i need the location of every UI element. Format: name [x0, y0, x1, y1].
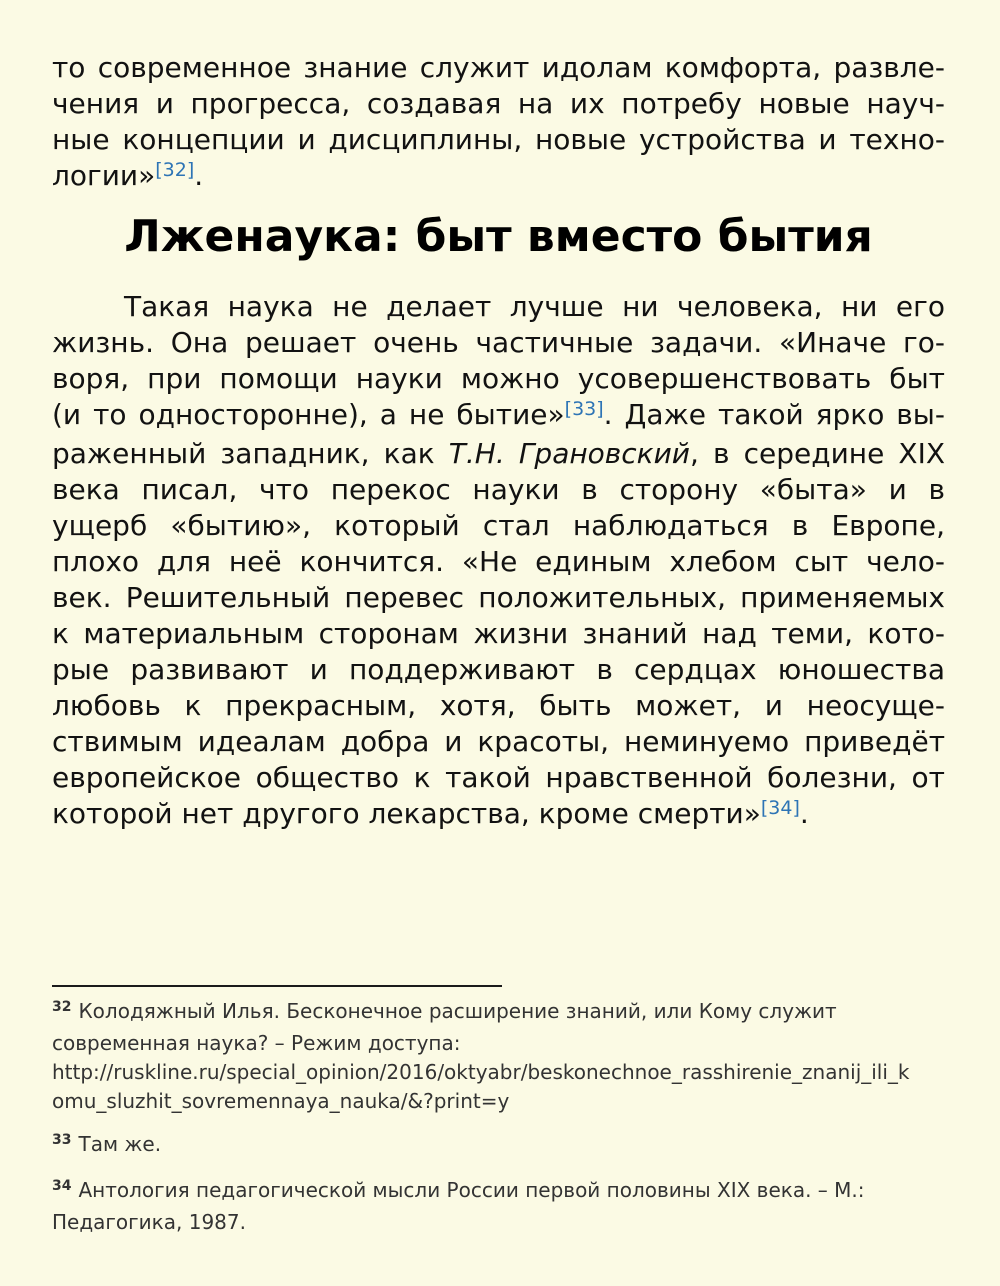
text-line — [52, 688, 945, 724]
footnote-number: 32 — [52, 999, 72, 1015]
footnote-number: 33 — [52, 1132, 72, 1148]
text-segment: жизнь. Она решает очень частичные задачи. «Иначе го- — [52, 326, 945, 359]
footnote-list — [52, 997, 945, 1237]
footnote-line — [52, 997, 945, 1029]
text-line — [52, 361, 945, 397]
text-segment: ные концепции и дисциплины, новые устройства и техно- — [52, 123, 945, 156]
text-line — [52, 158, 945, 197]
text-segment: то современное знание служит идолам комфорта, развле- — [52, 51, 945, 84]
paragraph-main — [52, 289, 945, 835]
footnote-line — [52, 1130, 945, 1162]
footnote-text: http://ruskline.ru/special_opinion/2016/oktyabr/beskonechnoe_rasshirenie_znanij_ili_k — [52, 1060, 910, 1084]
chapter-title: Лженаука: быт вместо бытия — [124, 211, 873, 262]
footnote-number: 34 — [52, 1178, 72, 1194]
text-segment: ствимым идеалам добра и красоты, неминуемо приведёт — [52, 725, 945, 758]
text-line — [52, 580, 945, 616]
footnote-32 — [52, 997, 945, 1116]
footnote-text: Педагогика, 1987. — [52, 1210, 246, 1234]
text-segment: . Даже такой ярко вы- — [603, 398, 945, 431]
footnote-ref-link[interactable]: [33] — [564, 398, 604, 420]
text-line — [52, 397, 945, 436]
text-line — [52, 86, 945, 122]
footnote-text: современная наука? – Режим доступа: — [52, 1031, 461, 1055]
text-line — [52, 325, 945, 361]
text-segment: воря, при помощи науки можно усовершенствовать быт — [52, 362, 945, 395]
footnote-text: Там же. — [78, 1132, 162, 1156]
text-segment: , в середине XIX — [690, 437, 946, 470]
text-segment: века писал, что перекос науки в сторону «быта» и в — [52, 473, 945, 506]
footnotes-section — [52, 985, 945, 1237]
footnote-line — [52, 1029, 945, 1058]
text-segment: европейское общество к такой нравственной болезни, от — [52, 761, 945, 794]
footnote-line — [52, 1176, 945, 1208]
footnote-33 — [52, 1130, 945, 1162]
paragraph-continuation — [52, 50, 945, 197]
text-segment: чения и прогресса, создавая на их потребу новые науч- — [52, 87, 945, 120]
footnote-text: Антология педагогической мысли России первой половины XIX века. – М.: — [78, 1178, 865, 1202]
text-segment: . — [194, 159, 204, 192]
footnote-ref-link[interactable]: [32] — [155, 159, 195, 181]
footnote-34 — [52, 1176, 945, 1237]
text-line — [52, 472, 945, 508]
footnote-line — [52, 1058, 945, 1087]
footnote-ref-link[interactable]: [34] — [760, 797, 800, 819]
text-segment: век. Решительный перевес положительных, применяемых — [52, 581, 945, 614]
text-segment: (и то односторонне), а не бытие» — [52, 398, 565, 431]
text-segment: которой нет другого лекарства, кроме смерти» — [52, 797, 761, 830]
text-segment: раженный западник, как — [52, 437, 449, 470]
text-line — [52, 50, 945, 86]
text-line — [52, 652, 945, 688]
text-line — [52, 760, 945, 796]
text-segment: к материальным сторонам жизни знаний над теми, кото- — [52, 617, 945, 650]
footnote-text: omu_sluzhit_sovremennaya_nauka/&?print=y — [52, 1089, 510, 1113]
footnote-line — [52, 1087, 945, 1116]
emphasized-text: Т.Н. Грановский — [448, 437, 690, 470]
text-line — [52, 724, 945, 760]
text-line — [52, 289, 945, 325]
text-line — [52, 436, 945, 472]
text-segment: логии» — [52, 159, 156, 192]
text-segment: любовь к прекрасным, хотя, быть может, и неосуще- — [52, 689, 945, 722]
text-line — [52, 544, 945, 580]
footnote-text: Колодяжный Илья. Бесконечное расширение знаний, или Кому служит — [78, 999, 837, 1023]
text-line — [52, 122, 945, 158]
text-segment: плохо для неё кончится. «Не единым хлебом сыт чело- — [52, 545, 945, 578]
text-segment: . — [799, 797, 809, 830]
text-segment: Такая наука не делает лучше ни человека, ни его — [124, 290, 945, 323]
text-segment: ущерб «бытию», который стал наблюдаться в Европе, — [52, 509, 945, 542]
text-segment: рые развивают и поддерживают в сердцах юношества — [52, 653, 945, 686]
footnote-separator-rule — [52, 985, 502, 987]
text-line — [52, 796, 945, 835]
text-line — [52, 616, 945, 652]
footnote-line — [52, 1208, 945, 1237]
text-line — [52, 508, 945, 544]
